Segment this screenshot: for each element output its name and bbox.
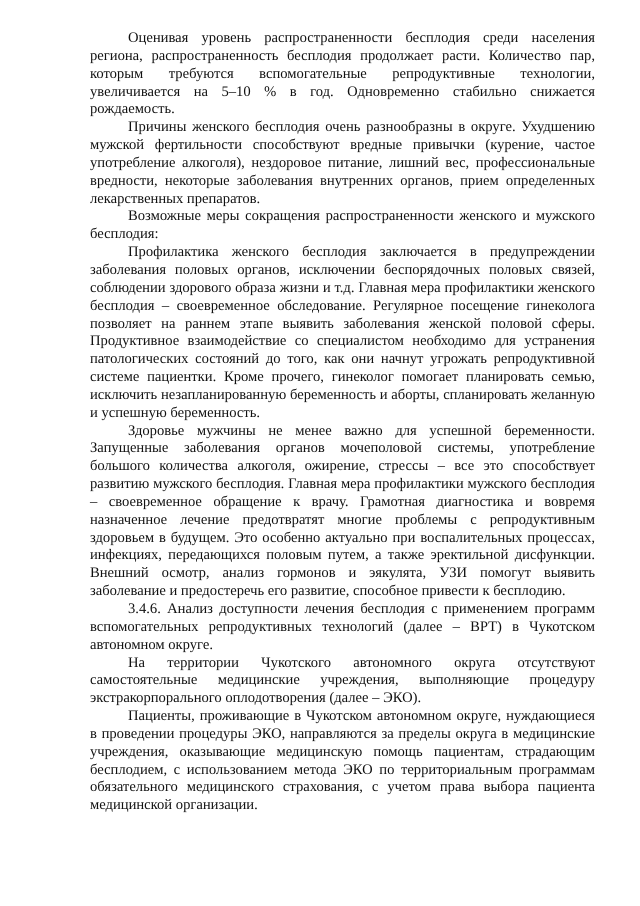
paragraph-infertility-causes: Причины женского бесплодия очень разнообразны в округе. Ухудшению мужской фертильности способствуют вредные привычки (курение, частое употребление алкоголя), нездоровое питание, лишний вес, профессиональные вредности, некоторые заболевания внутренних органов, прием определенных лекарственных препаратов. [90,119,595,207]
paragraph-no-ivf-facilities: На территории Чукотского автономного округа отсутствуют самостоятельные медицинские учреждения, выполняющие процедуру экстракорпорального оплодотворения (далее – ЭКО). [90,654,595,707]
paragraph-infertility-prevalence: Оценивая уровень распространенности бесплодия среди населения региона, распространенность бесплодия продолжает расти. Количество пар, которым требуются вспомогательные репродуктивные технологии, увеличивается на 5–10 % в год. Одновременно стабильно снижается рождаемость. [90,30,595,118]
paragraph-possible-measures: Возможные меры сокращения распространенности женского и мужского бесплодия: [90,208,595,243]
paragraph-male-health: Здоровье мужчины не менее важно для успешной беременности. Запущенные заболевания органов мочеполовой системы, употребление большого количества алкоголя, ожирение, стрессы – все это способствует развитию мужского бесплодия. Главная мера профилактики мужского бесплодия – своевременное обращение к врачу. Грамотная диагностика и вовремя назначенное лечение предотвратят многие проблемы с репродуктивным здоровьем в будущем. Это особенно актуально при воспалительных процессах, инфекциях, передающихся половым путем, а также эректильной дисфункции. Внешний осмотр, анализ гормонов и эякулята, УЗИ помогут выявить заболевание и предостеречь его развитие, способное привести к бесплодию. [90,422,595,600]
paragraph-patient-referral: Пациенты, проживающие в Чукотском автономном округе, нуждающиеся в проведении процедуры ЭКО, направляются за пределы округа в медицинские учреждения, оказывающие медицинскую помощь пациентам, страдающим бесплодием, с использованием метода ЭКО по территориальным программам обязательного медицинского страхования, с учетом права выбора пациента медицинской организации. [90,708,595,814]
paragraph-female-prevention: Профилактика женского бесплодия заключается в предупреждении заболевания половых органов, исключении беспорядочных половых связей, соблюдении здорового образа жизни и т.д. Главная мера профилактики женского бесплодия – своевременное обследование. Регулярное посещение гинеколога позволяет на раннем этапе выявить заболевания женской половой сферы. Продуктивное взаимодействие со специалистом необходимо для устранения патологических состояний до того, как они начнут угрожать репродуктивной системе пациентки. Кроме прочего, гинеколог помогает планировать семью, исключить незапланированную беременность и аборты, спланировать желанную и успешную беременность. [90,244,595,421]
section-heading-3-4-6: 3.4.6. Анализ доступности лечения бесплодия с применением программ вспомогательных репродуктивных технологий (далее – ВРТ) в Чукотском автономном округе. [90,601,595,653]
document-page [90,30,595,815]
